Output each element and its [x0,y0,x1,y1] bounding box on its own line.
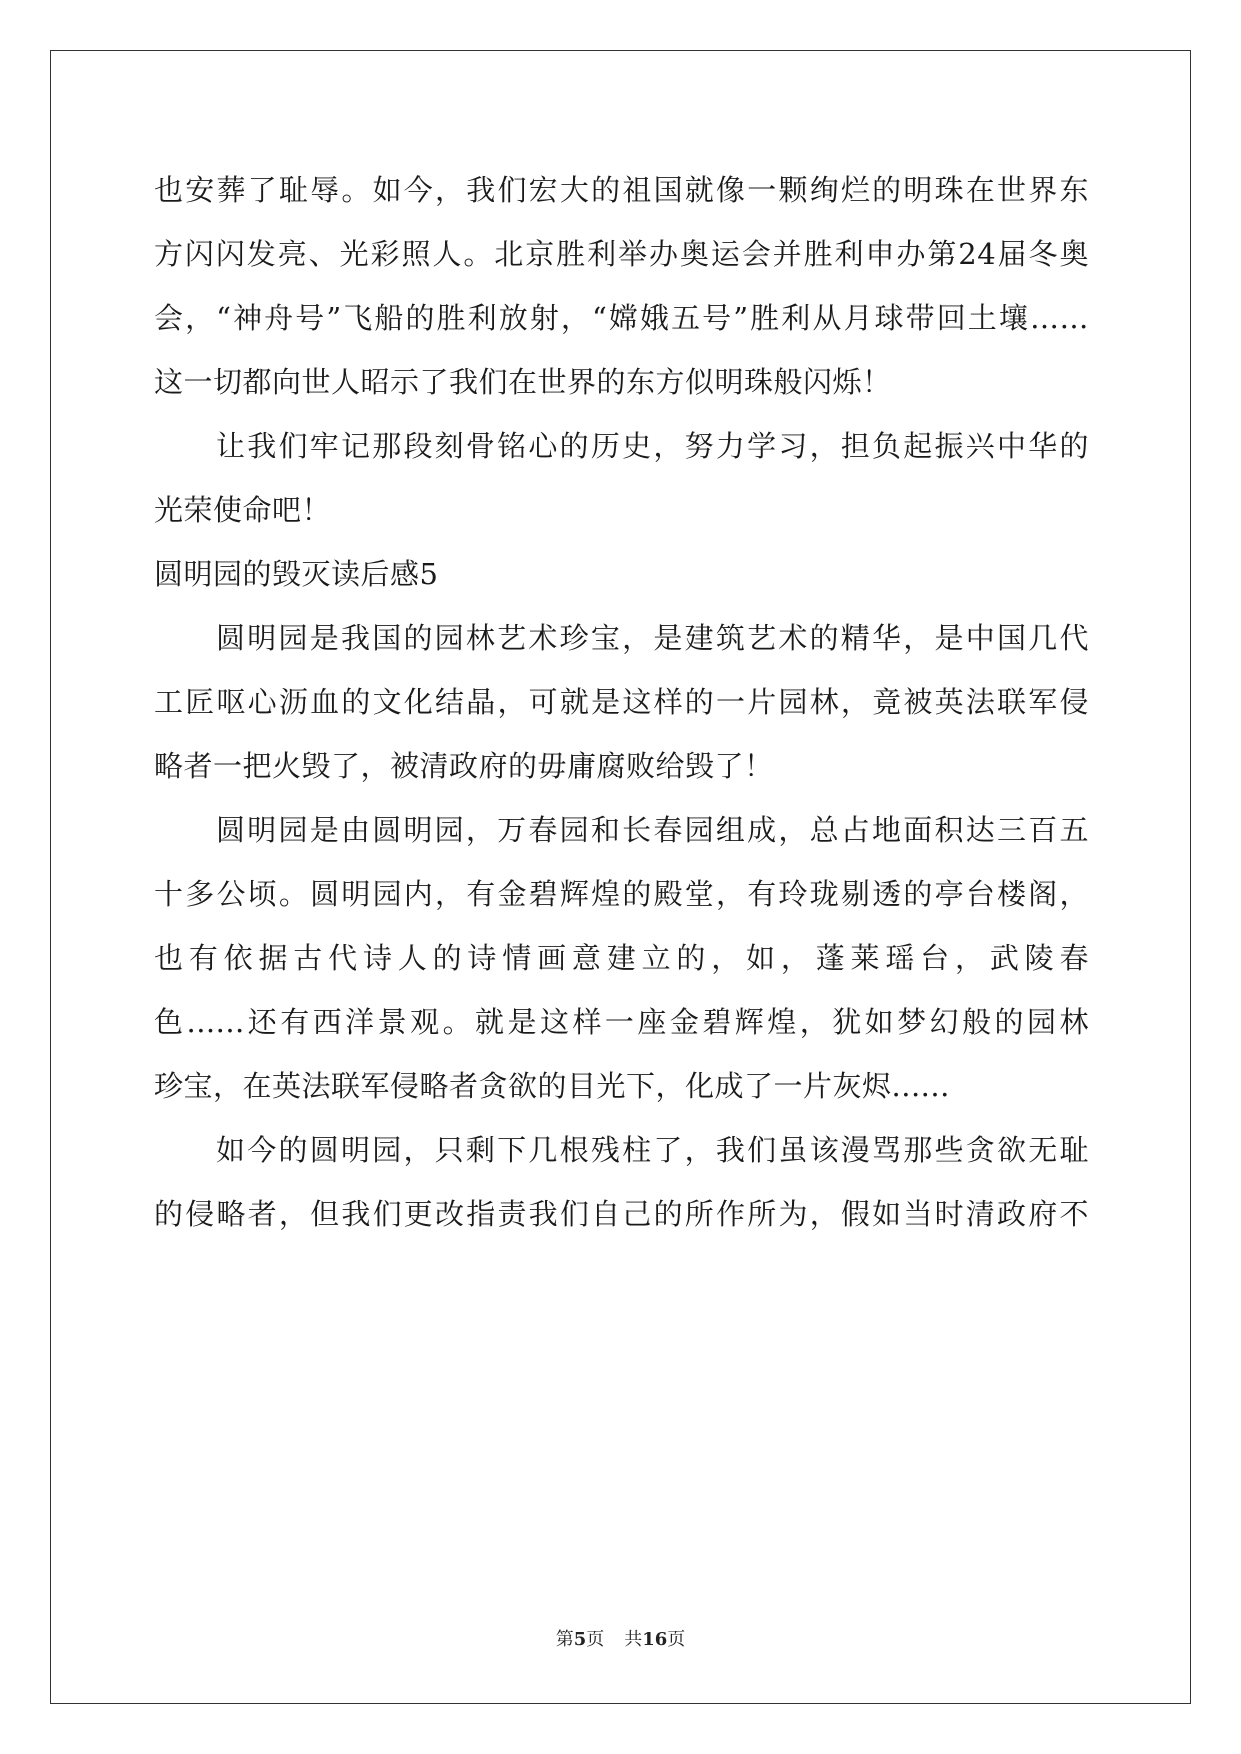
text-line: 光荣使命吧！ [154,493,332,527]
footer-total-suffix: 页 [667,1629,686,1650]
text-line: 的侵略者，但我们更改指责我们自己的所作所为，假如当时清政府不 [154,1197,1089,1231]
paragraph-start-line: 圆明园是由圆明园，万春园和长春园组成，总占地面积达三百五 [216,813,1089,847]
text-line: 会，“神舟号”飞船的胜利放射，“嫦娥五号”胜利从月球带回土壤…… [154,301,1089,335]
text-line: 这一切都向世人昭示了我们在世界的东方似明珠般闪烁！ [154,365,892,399]
text-line: 略者一把火毁了，被清政府的毋庸腐败给毁了！ [154,749,774,783]
document-body [154,158,1089,1246]
total-pages: 16 [642,1629,668,1650]
paragraph-start-line: 圆明园是我国的园林艺术珍宝，是建筑艺术的精华，是中国几代 [216,621,1089,655]
page-footer [0,1625,1241,1651]
text-line: 也有依据古代诗人的诗情画意建立的，如，蓬莱瑶台，武陵春 [154,941,1089,975]
text-line: 珍宝，在英法联军侵略者贪欲的目光下，化成了一片灰烬...... [154,1069,950,1103]
page-number: 5 [573,1629,587,1650]
section-heading: 圆明园的毁灭读后感5 [154,557,439,591]
text-line: 色......还有西洋景观。就是这样一座金碧辉煌，犹如梦幻般的园林 [154,1005,1089,1039]
paragraph-start-line: 如今的圆明园，只剩下几根残柱了，我们虽该漫骂那些贪欲无耻 [216,1133,1089,1167]
text-line: 工匠呕心沥血的文化结晶，可就是这样的一片园林，竟被英法联军侵 [154,685,1089,719]
footer-page-suffix: 页 [586,1629,605,1650]
text-line: 十多公顷。圆明园内，有金碧辉煌的殿堂，有玲珑剔透的亭台楼阁， [154,877,1089,911]
footer-prefix: 第 [555,1629,574,1650]
footer-total-prefix: 共 [624,1629,643,1650]
text-line: 方闪闪发亮、光彩照人。北京胜利举办奥运会并胜利申办第24届冬奥 [154,237,1089,271]
paragraph-start-line: 让我们牢记那段刻骨铭心的历史，努力学习，担负起振兴中华的 [216,429,1089,463]
text-line: 也安葬了耻辱。如今，我们宏大的祖国就像一颗绚烂的明珠在世界东 [154,173,1089,207]
